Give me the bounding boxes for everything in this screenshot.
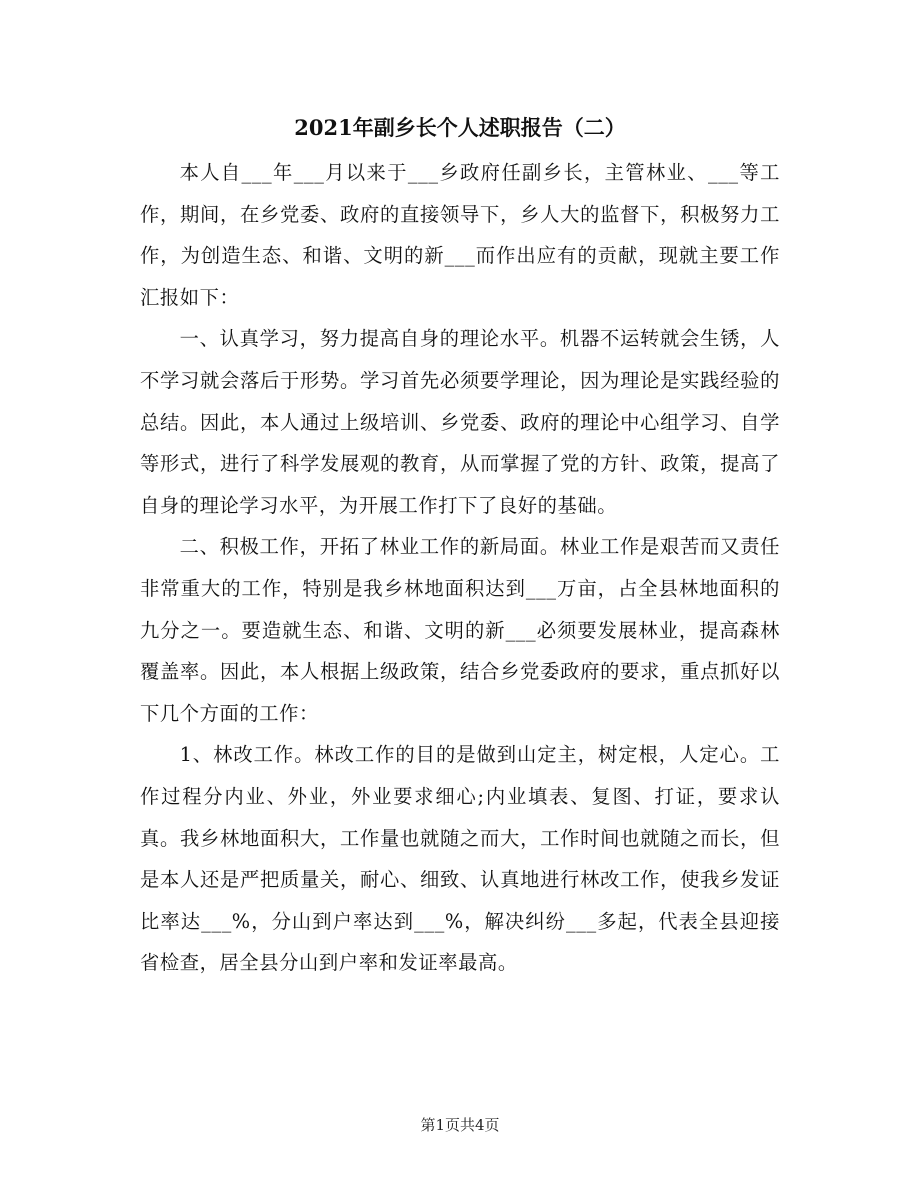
paragraph-forest-reform: 1、林改工作。林改工作的目的是做到山定主，树定根，人定心。工作过程分内业、外业，外业要求细心;内业填表、复图、打证，要求认真。我乡林地面积大，工作量也就随之而大，工作时间也就随之而长，但是本人还是严把质量关，耐心、细致、认真地进行林改工作，使我乡发证比率达___%，分山到户率达到___%，解决纠纷___多起，代表全县迎接省检查，居全县分山到户率和发证率最高。 bbox=[140, 743, 780, 975]
paragraph-intro: 本人自___年___月以来于___乡政府任副乡长，主管林业、___等工作，期间，在乡党委、政府的直接领导下，乡人大的监督下，积极努力工作，为创造生态、和谐、文明的新___而作出应有的贡献，现就主要工作汇报如下： bbox=[140, 161, 780, 309]
paragraph-study: 一、认真学习，努力提高自身的理论水平。机器不运转就会生锈，人不学习就会落后于形势。学习首先必须要学理论，因为理论是实践经验的总结。因此，本人通过上级培训、乡党委、政府的理论中心组学习、自学等形式，进行了科学发展观的教育，从而掌握了党的方针、政策，提高了自身的理论学习水平，为开展工作打下了良好的基础。 bbox=[140, 327, 780, 517]
document-body bbox=[140, 152, 780, 984]
page-indicator: 第1页共4页 bbox=[420, 1116, 500, 1134]
paragraph-forestry: 二、积极工作，开拓了林业工作的新局面。林业工作是艰苦而又责任非常重大的工作，特别是我乡林地面积达到___万亩，占全县林地面积的九分之一。要造就生态、和谐、文明的新___必须要发展林业，提高森林覆盖率。因此，本人根据上级政策，结合乡党委政府的要求，重点抓好以下几个方面的工作： bbox=[140, 535, 780, 725]
document-title: 2021年副乡长个人述职报告（二） bbox=[294, 115, 626, 140]
